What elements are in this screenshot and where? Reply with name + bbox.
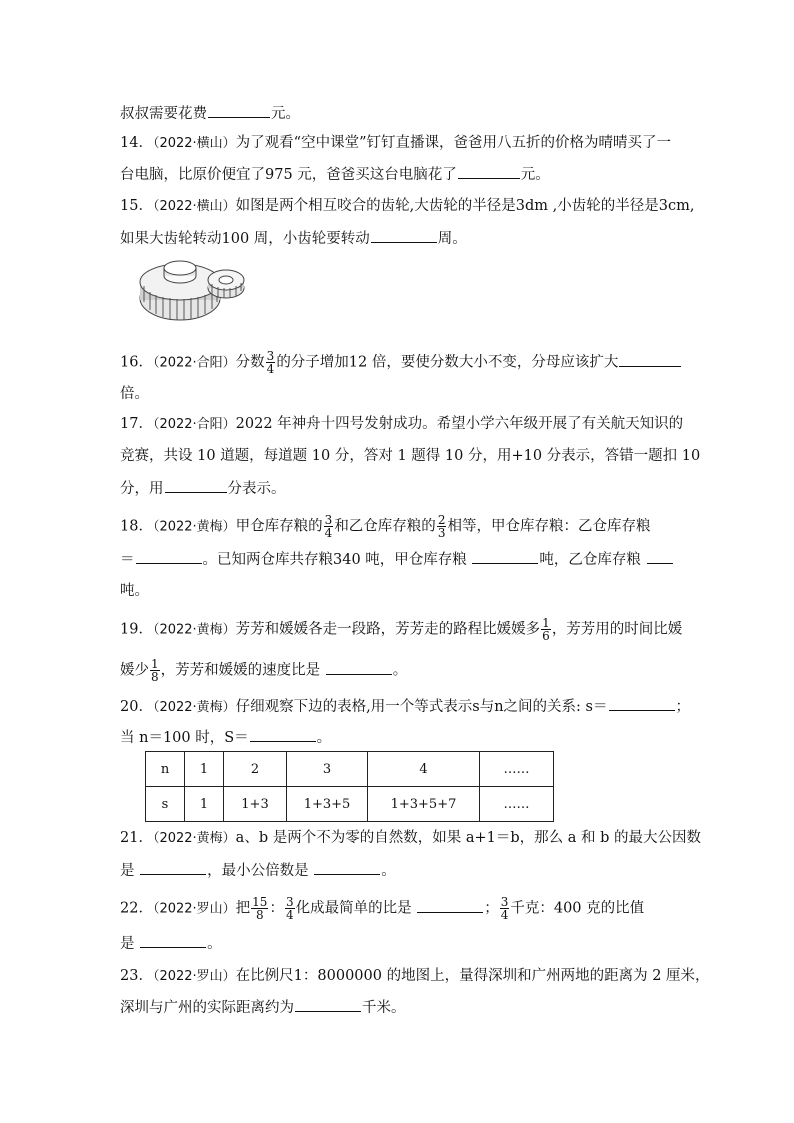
small-gear-icon bbox=[208, 270, 244, 298]
question-text: 如果大齿轮转动100 周，小齿轮要转动 bbox=[120, 231, 370, 247]
q23-line-2 bbox=[120, 997, 406, 1018]
question-number: 14． bbox=[120, 135, 153, 151]
question-text: 分表示。 bbox=[227, 481, 286, 497]
fraction bbox=[541, 617, 551, 642]
q15-line-1 bbox=[120, 196, 694, 217]
answer-blank[interactable] bbox=[326, 660, 392, 675]
fraction bbox=[150, 658, 160, 683]
answer-blank[interactable] bbox=[295, 997, 361, 1012]
fraction bbox=[324, 514, 334, 539]
question-text: 把 bbox=[235, 900, 251, 917]
question-text: 仔细观察下边的表格,用一个等式表示s与n之间的关系: s＝ bbox=[235, 699, 608, 715]
numerator: 3 bbox=[500, 895, 509, 909]
question-text: 。 bbox=[316, 730, 332, 746]
question-number: 21． bbox=[120, 830, 153, 846]
q13-text: 叔叔需要花费 bbox=[120, 106, 207, 122]
q17-line-1 bbox=[120, 414, 683, 435]
question-text: 元。 bbox=[520, 167, 550, 183]
question-text: 在比例尺1：8000000 的地图上，量得深圳和广州两地的距离为 2 厘米， bbox=[235, 968, 710, 984]
numerator: 1 bbox=[542, 616, 550, 630]
question-text: 竞赛，共设 10 道题，每道题 10 分，答对 1 题得 10 分，用+10 分表示，答错一题扣 10 bbox=[120, 448, 701, 464]
question-source: （2022·罗山） bbox=[152, 901, 236, 917]
table-cell: …… bbox=[480, 752, 554, 787]
q20-line-2 bbox=[120, 727, 331, 748]
answer-blank[interactable] bbox=[647, 549, 673, 564]
question-text: ； bbox=[484, 900, 499, 917]
answer-blank[interactable] bbox=[619, 352, 681, 367]
q17-line-2 bbox=[120, 446, 700, 466]
question-text: 分数 bbox=[235, 354, 265, 371]
fraction bbox=[500, 896, 510, 921]
answer-blank[interactable] bbox=[371, 228, 437, 243]
question-number: 17． bbox=[120, 416, 153, 432]
q18-line-1 bbox=[120, 514, 650, 539]
question-text: 台电脑，比原价便宜了975 元，爸爸买这台电脑花了 bbox=[120, 167, 457, 183]
question-number: 20． bbox=[120, 699, 153, 715]
numerator: 15 bbox=[252, 895, 268, 909]
question-text: 。 bbox=[381, 863, 396, 879]
question-text: 。已知两仓库共存粮340 吨，甲仓库存粮 bbox=[202, 552, 472, 568]
question-source: （2022·黄梅） bbox=[152, 622, 236, 638]
q18-line-2 bbox=[120, 549, 674, 570]
numerator: 3 bbox=[324, 513, 333, 527]
answer-blank[interactable] bbox=[208, 103, 270, 118]
table-cell: 4 bbox=[368, 752, 480, 787]
question-text: 千米。 bbox=[362, 1000, 406, 1016]
question-text: 周。 bbox=[437, 231, 467, 247]
answer-blank[interactable] bbox=[609, 696, 675, 711]
q21-line-1 bbox=[120, 828, 701, 849]
question-source: （2022·合阳） bbox=[152, 355, 236, 371]
question-text: ： bbox=[269, 900, 284, 917]
question-text: 当 n＝100 时，S＝ bbox=[120, 730, 249, 746]
question-source: （2022·横山） bbox=[152, 199, 236, 214]
numerator: 3 bbox=[285, 895, 294, 909]
question-text: 分，用 bbox=[120, 481, 164, 497]
question-source: （2022·合阳） bbox=[152, 417, 236, 432]
question-text: a、b 是两个不为零的自然数，如果 a+1＝b，那么 a 和 b 的最大公因数 bbox=[235, 830, 701, 846]
numerator: 2 bbox=[437, 513, 446, 527]
question-number: 23． bbox=[120, 968, 153, 984]
answer-blank[interactable] bbox=[165, 478, 227, 493]
q21-line-2 bbox=[120, 860, 396, 881]
answer-blank[interactable] bbox=[136, 549, 202, 564]
question-source: （2022·黄梅） bbox=[152, 519, 236, 535]
question-text: 是 bbox=[120, 863, 140, 879]
question-text: ，芳芳和媛媛的速度比是 bbox=[160, 662, 325, 679]
q16-line-1 bbox=[120, 350, 682, 375]
q20-line-1 bbox=[120, 696, 690, 718]
q13-tail-line bbox=[120, 103, 300, 124]
table-cell: 1+3+5 bbox=[287, 787, 368, 822]
question-text: 吨。 bbox=[120, 583, 149, 599]
sequence-table bbox=[145, 751, 554, 822]
question-text: 相等，甲仓库存粮：乙仓库存粮 bbox=[447, 518, 651, 535]
table-row bbox=[146, 752, 554, 787]
answer-blank[interactable] bbox=[140, 860, 206, 875]
table-cell: n bbox=[146, 752, 185, 787]
table-cell: 1 bbox=[185, 787, 224, 822]
denominator: 4 bbox=[266, 362, 275, 376]
denominator: 4 bbox=[324, 526, 333, 540]
q19-line-2 bbox=[120, 658, 407, 683]
question-text: 千克：400 克的比值 bbox=[510, 900, 645, 917]
q15-line-2 bbox=[120, 228, 467, 249]
q16-line-2 bbox=[120, 384, 149, 404]
q22-line-1 bbox=[120, 896, 644, 921]
table-row bbox=[146, 787, 554, 822]
table-cell: 3 bbox=[287, 752, 368, 787]
table-cell: 1+3 bbox=[224, 787, 287, 822]
question-text: ； bbox=[675, 699, 690, 715]
gears-illustration bbox=[136, 254, 248, 328]
question-text: 甲仓库存粮的 bbox=[235, 518, 323, 535]
question-text: 化成最简单的比是 bbox=[295, 900, 417, 917]
denominator: 4 bbox=[500, 908, 509, 922]
table-cell: 1 bbox=[185, 752, 224, 787]
q14-line-1 bbox=[120, 133, 671, 154]
q22-line-2 bbox=[120, 933, 222, 954]
numerator: 1 bbox=[151, 657, 159, 671]
question-text: 吨，乙仓库存粮 bbox=[539, 552, 646, 568]
question-source: （2022·横山） bbox=[152, 136, 236, 151]
question-text: 如图是两个相互咬合的齿轮,大齿轮的半径是3dm ,小齿轮的半径是3cm, bbox=[235, 198, 695, 214]
denominator: 8 bbox=[151, 670, 159, 684]
answer-blank[interactable] bbox=[472, 549, 538, 564]
q19-line-1 bbox=[120, 617, 682, 642]
answer-blank[interactable] bbox=[250, 727, 316, 742]
table-cell: 1+3+5+7 bbox=[368, 787, 480, 822]
question-text: 。 bbox=[207, 936, 222, 952]
numerator: 3 bbox=[266, 349, 275, 363]
fraction bbox=[266, 350, 276, 375]
question-text: ，芳芳用的时间比媛 bbox=[551, 621, 683, 638]
question-text: 媛少 bbox=[120, 662, 149, 679]
question-text: ，最小公倍数是 bbox=[207, 863, 314, 879]
answer-blank[interactable] bbox=[458, 164, 520, 179]
question-source: （2022·黄梅） bbox=[152, 700, 236, 715]
question-text: 为了观看“空中课堂”钉钉直播课，爸爸用八五折的价格为晴晴买了一 bbox=[235, 135, 671, 151]
question-number: 18． bbox=[120, 518, 153, 535]
question-text: 倍。 bbox=[120, 386, 149, 402]
question-source: （2022·黄梅） bbox=[152, 831, 236, 846]
q17-line-3 bbox=[120, 478, 286, 499]
question-text: 2022 年神舟十四号发射成功。希望小学六年级开展了有关航天知识的 bbox=[235, 416, 684, 432]
question-source: （2022·罗山） bbox=[152, 969, 236, 984]
q18-line-3 bbox=[120, 581, 149, 601]
table-cell: s bbox=[146, 787, 185, 822]
q14-line-2 bbox=[120, 164, 550, 185]
answer-blank[interactable] bbox=[140, 933, 206, 948]
question-number: 15． bbox=[120, 198, 153, 214]
denominator: 6 bbox=[542, 629, 550, 643]
denominator: 8 bbox=[255, 908, 264, 922]
q13-unit: 元。 bbox=[271, 106, 300, 122]
fraction bbox=[437, 514, 447, 539]
denominator: 4 bbox=[285, 908, 294, 922]
question-number: 19． bbox=[120, 621, 153, 638]
question-text: 是 bbox=[120, 936, 140, 952]
question-text: 芳芳和媛媛各走一段路，芳芳走的路程比媛媛多 bbox=[235, 621, 541, 638]
answer-blank[interactable] bbox=[314, 860, 380, 875]
question-number: 22． bbox=[120, 900, 153, 917]
denominator: 3 bbox=[437, 526, 446, 540]
question-number: 16． bbox=[120, 354, 153, 371]
table-cell: 2 bbox=[224, 752, 287, 787]
question-text: 深圳与广州的实际距离约为 bbox=[120, 1000, 294, 1016]
question-text: ＝ bbox=[120, 552, 135, 568]
fraction bbox=[251, 896, 268, 921]
answer-blank[interactable] bbox=[417, 898, 483, 913]
table-cell: …… bbox=[480, 787, 554, 822]
question-text: 和乙仓库存粮的 bbox=[334, 518, 436, 535]
q23-line-1 bbox=[120, 966, 710, 987]
question-text: 。 bbox=[392, 662, 408, 679]
fraction bbox=[285, 896, 295, 921]
question-text: 的分子增加12 倍，要使分数大小不变，分母应该扩大 bbox=[276, 354, 619, 371]
